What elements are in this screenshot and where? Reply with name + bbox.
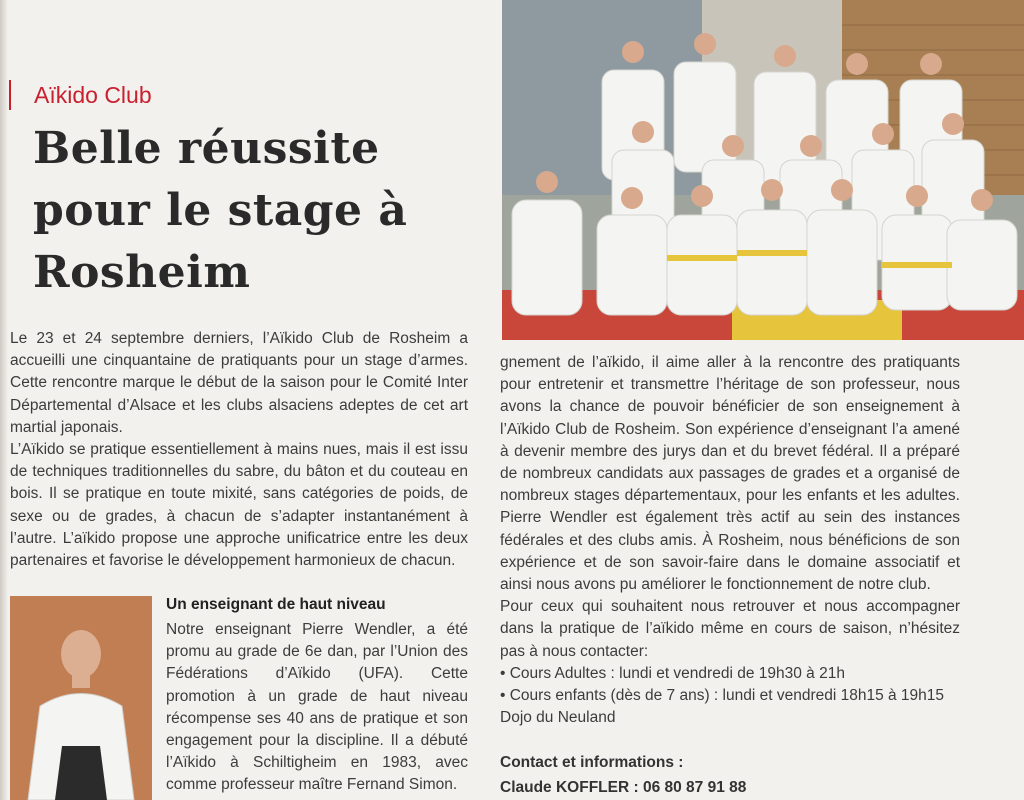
right-paragraph-2: Pour ceux qui souhaitent nous retrouver et nous accompagner dans la pratique de l’aïkido même en cours de saison, n’hésitez pas à nous contacter: bbox=[500, 598, 960, 660]
section-body: Notre enseignant Pierre Wendler, a été promu au grade de 6e dan, par l’Union des Fédérations d’Aïkido (UFA). Cette promotion à un grade de haut niveau récompense ses 40 ans de pratique et son engagement pour la discipline. Il a débuté l’Aïkido à Schiltigheim en 1983, avec comme professeur maître Fernand Simon. bbox=[166, 621, 468, 794]
page-gutter-shadow bbox=[0, 0, 8, 800]
article-headline: Belle réussite pour le stage à Rosheim bbox=[33, 123, 408, 298]
contact-line: Claude KOFFLER : 06 80 87 91 88 bbox=[500, 779, 747, 796]
schedule-list bbox=[500, 663, 960, 707]
right-paragraph-1: gnement de l’aïkido, il aime aller à la rencontre des pratiquants pour entretenir et transmettre l’héritage de son professeur, nous avons la chance de pouvoir bénéficier de son enseignement à l’Aïkido Club de Rosheim. Son expérience d’enseignant l’a amené à devenir membre des jurys dan et du brevet fédéral. Il a préparé de nombreux candidats aux passages de grades et a organisé de nombreux stages départementaux, pour les enfants et les adultes. Pierre Wendler est également très actif au sein des instances fédérales et des clubs amis. À Rosheim, nous bénéficions de son expérience et de son savoir-faire dans le domaine associatif et ainsi nous avons pu améliorer le fonctionnement de notre club. bbox=[500, 354, 960, 594]
schedule-children: • Cours enfants (dès de 7 ans) : lundi et vendredi 18h15 à 19h15 bbox=[500, 687, 945, 705]
section-heading: Un enseignant de haut niveau bbox=[166, 596, 386, 613]
article-kicker: Aïkido Club bbox=[34, 82, 152, 108]
group-photo bbox=[502, 0, 1024, 340]
kicker-accent-bar bbox=[9, 80, 11, 110]
portrait-photo bbox=[10, 596, 152, 800]
intro-text bbox=[10, 328, 468, 572]
schedule-adults: • Cours Adultes : lundi et vendredi de 19h30 à 21h bbox=[500, 664, 845, 682]
intro-paragraph-1: Le 23 et 24 septembre derniers, l’Aïkido Club de Rosheim a accueilli une cinquantaine de pratiquants pour un stage d’armes. Cette rencontre marque le début de la saison pour le Comité Inter Départemental d’Alsace et les clubs alsaciens adeptes de cet art martial japonais. bbox=[10, 330, 468, 436]
contact-heading: Contact et informations : bbox=[500, 754, 684, 771]
venue-text: Dojo du Neuland bbox=[500, 709, 616, 727]
contact-block bbox=[500, 750, 746, 800]
right-column-text bbox=[500, 352, 960, 729]
intro-paragraph-2: L’Aïkido se pratique essentiellement à mains nues, mais il est issu de techniques traditionnelles du sabre, du bâton et du couteau en bois. Il se pratique en toute mixité, sans catégories de poids, de sexe ou de grades, à chacun de s’adapter instantanément à l’autre. L’aïkido propose une approche unificatrice entre les deux partenaires et favorise le développement harmonieux de chacun. bbox=[10, 441, 468, 570]
